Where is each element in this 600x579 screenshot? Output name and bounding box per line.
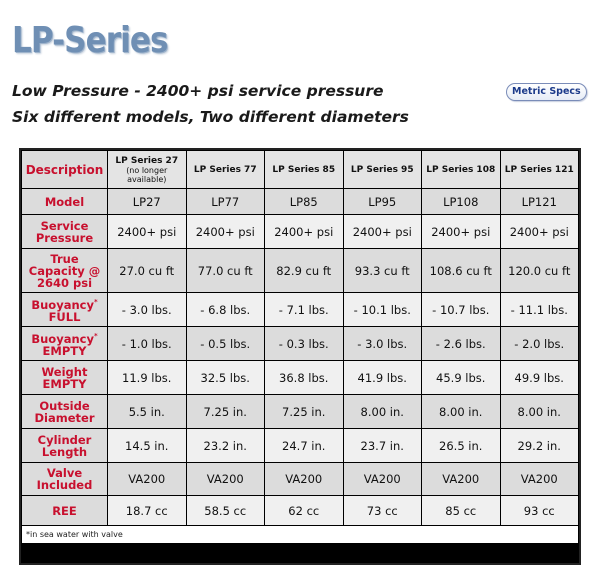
- row-label: True Capacity @ 2640 psi: [22, 249, 107, 292]
- table-cell: - 7.1 lbs.: [265, 293, 343, 326]
- table-cell: 41.9 lbs.: [344, 361, 422, 394]
- table-cell: VA200: [422, 463, 500, 495]
- table-row-ree: [22, 496, 578, 525]
- header-model-lp85: [265, 151, 343, 188]
- metric-specs-button[interactable]: Metric Specs: [506, 83, 587, 101]
- row-label: Model: [22, 189, 107, 214]
- table-cell: - 3.0 lbs.: [108, 293, 186, 326]
- table-cell: 11.9 lbs.: [108, 361, 186, 394]
- table-cell: 93 cc: [501, 496, 579, 525]
- row-label-line2: EMPTY: [42, 343, 87, 358]
- header-model-name: LP Series 121: [504, 164, 574, 175]
- row-label: Valve Included: [22, 463, 107, 495]
- table-cell: 85 cc: [422, 496, 500, 525]
- table-row-true-capacity: [22, 249, 578, 292]
- table-header-row: [22, 151, 578, 188]
- table-cell: 24.7 in.: [265, 429, 343, 462]
- specs-table: [19, 148, 581, 565]
- table-cell: 58.5 cc: [187, 496, 265, 525]
- table-cell: 14.5 in.: [108, 429, 186, 462]
- header-description: Description: [22, 151, 107, 188]
- table-cell: - 3.0 lbs.: [344, 327, 422, 360]
- table-row-model: [22, 189, 578, 214]
- table-cell: - 2.0 lbs.: [501, 327, 579, 360]
- table-row-valve-included: [22, 463, 578, 495]
- row-label: Outside Diameter: [22, 395, 107, 428]
- table-cell: 2400+ psi: [422, 215, 500, 248]
- table-cell: LP77: [187, 189, 265, 214]
- row-label: Weight EMPTY: [22, 361, 107, 394]
- table-cell: VA200: [187, 463, 265, 495]
- table-cell: 2400+ psi: [265, 215, 343, 248]
- footnote: *in sea water with valve: [22, 526, 578, 543]
- table-row-buoyancy-empty: [22, 327, 578, 360]
- table-cell: 23.2 in.: [187, 429, 265, 462]
- table-cell: 77.0 cu ft: [187, 249, 265, 292]
- table-cell: - 2.6 lbs.: [422, 327, 500, 360]
- table-cell: 5.5 in.: [108, 395, 186, 428]
- table-row-outside-diameter: [22, 395, 578, 428]
- table-cell: 36.8 lbs.: [265, 361, 343, 394]
- row-label: [22, 293, 107, 326]
- table-cell: LP85: [265, 189, 343, 214]
- table-cell: 8.00 in.: [344, 395, 422, 428]
- table-cell: 7.25 in.: [265, 395, 343, 428]
- table-cell: 23.7 in.: [344, 429, 422, 462]
- table-cell: 8.00 in.: [422, 395, 500, 428]
- header-model-lp95: [344, 151, 422, 188]
- table-cell: VA200: [501, 463, 579, 495]
- table-cell: 32.5 lbs.: [187, 361, 265, 394]
- header-model-name: LP Series 77: [193, 164, 257, 175]
- header-model-name: LP Series 108: [426, 164, 496, 175]
- table-cell: VA200: [344, 463, 422, 495]
- table-cell: LP108: [422, 189, 500, 214]
- table-cell: - 6.8 lbs.: [187, 293, 265, 326]
- table-cell: - 0.5 lbs.: [187, 327, 265, 360]
- table-cell: 27.0 cu ft: [108, 249, 186, 292]
- table-cell: 26.5 in.: [422, 429, 500, 462]
- table-footnote-row: [22, 526, 578, 543]
- header-model-name: LP Series 27: [115, 155, 179, 166]
- table-cell: 82.9 cu ft: [265, 249, 343, 292]
- header-model-lp77: [187, 151, 265, 188]
- table-cell: 18.7 cc: [108, 496, 186, 525]
- table-cell: 2400+ psi: [108, 215, 186, 248]
- table-cell: 93.3 cu ft: [344, 249, 422, 292]
- table-cell: 120.0 cu ft: [501, 249, 579, 292]
- table-row-cylinder-length: [22, 429, 578, 462]
- header-model-name: LP Series 85: [272, 164, 336, 175]
- table-cell: LP121: [501, 189, 579, 214]
- row-label: REE: [22, 496, 107, 525]
- row-label: [22, 327, 107, 360]
- asterisk: *: [93, 298, 98, 307]
- table-cell: 29.2 in.: [501, 429, 579, 462]
- table-cell: - 10.1 lbs.: [344, 293, 422, 326]
- row-label: Cylinder Length: [22, 429, 107, 462]
- table-cell: - 1.0 lbs.: [108, 327, 186, 360]
- table-row-weight-empty: [22, 361, 578, 394]
- header-model-name: LP Series 95: [350, 164, 414, 175]
- row-label-line1: Buoyancy: [31, 297, 94, 312]
- table-cell: - 0.3 lbs.: [265, 327, 343, 360]
- table-cell: 45.9 lbs.: [422, 361, 500, 394]
- header-model-lp121: [501, 151, 579, 188]
- table-cell: 7.25 in.: [187, 395, 265, 428]
- header-model-lp108: [422, 151, 500, 188]
- asterisk: *: [93, 332, 98, 341]
- table-row-service-pressure: [22, 215, 578, 248]
- table-cell: LP27: [108, 189, 186, 214]
- table-cell: LP95: [344, 189, 422, 214]
- table-cell: 62 cc: [265, 496, 343, 525]
- table-cell: 2400+ psi: [344, 215, 422, 248]
- page-title: LP-Series: [12, 20, 168, 61]
- table-cell: VA200: [265, 463, 343, 495]
- table-cell: - 10.7 lbs.: [422, 293, 500, 326]
- row-label-line1: Buoyancy: [31, 331, 94, 346]
- table-cell: 2400+ psi: [187, 215, 265, 248]
- header-model-note: (no longer available): [126, 165, 168, 184]
- row-label-line2: FULL: [48, 309, 81, 324]
- table-cell: 2400+ psi: [501, 215, 579, 248]
- table-cell: 49.9 lbs.: [501, 361, 579, 394]
- subtitle-pressure: Low Pressure - 2400+ psi service pressure: [12, 82, 384, 100]
- table-row-buoyancy-full: [22, 293, 578, 326]
- row-label: Service Pressure: [22, 215, 107, 248]
- header-model-lp27: [108, 151, 186, 188]
- subtitle-models: Six different models, Two different diameters: [12, 108, 409, 126]
- table-cell: 108.6 cu ft: [422, 249, 500, 292]
- table-cell: VA200: [108, 463, 186, 495]
- table-cell: 8.00 in.: [501, 395, 579, 428]
- table-cell: - 11.1 lbs.: [501, 293, 579, 326]
- table-cell: 73 cc: [344, 496, 422, 525]
